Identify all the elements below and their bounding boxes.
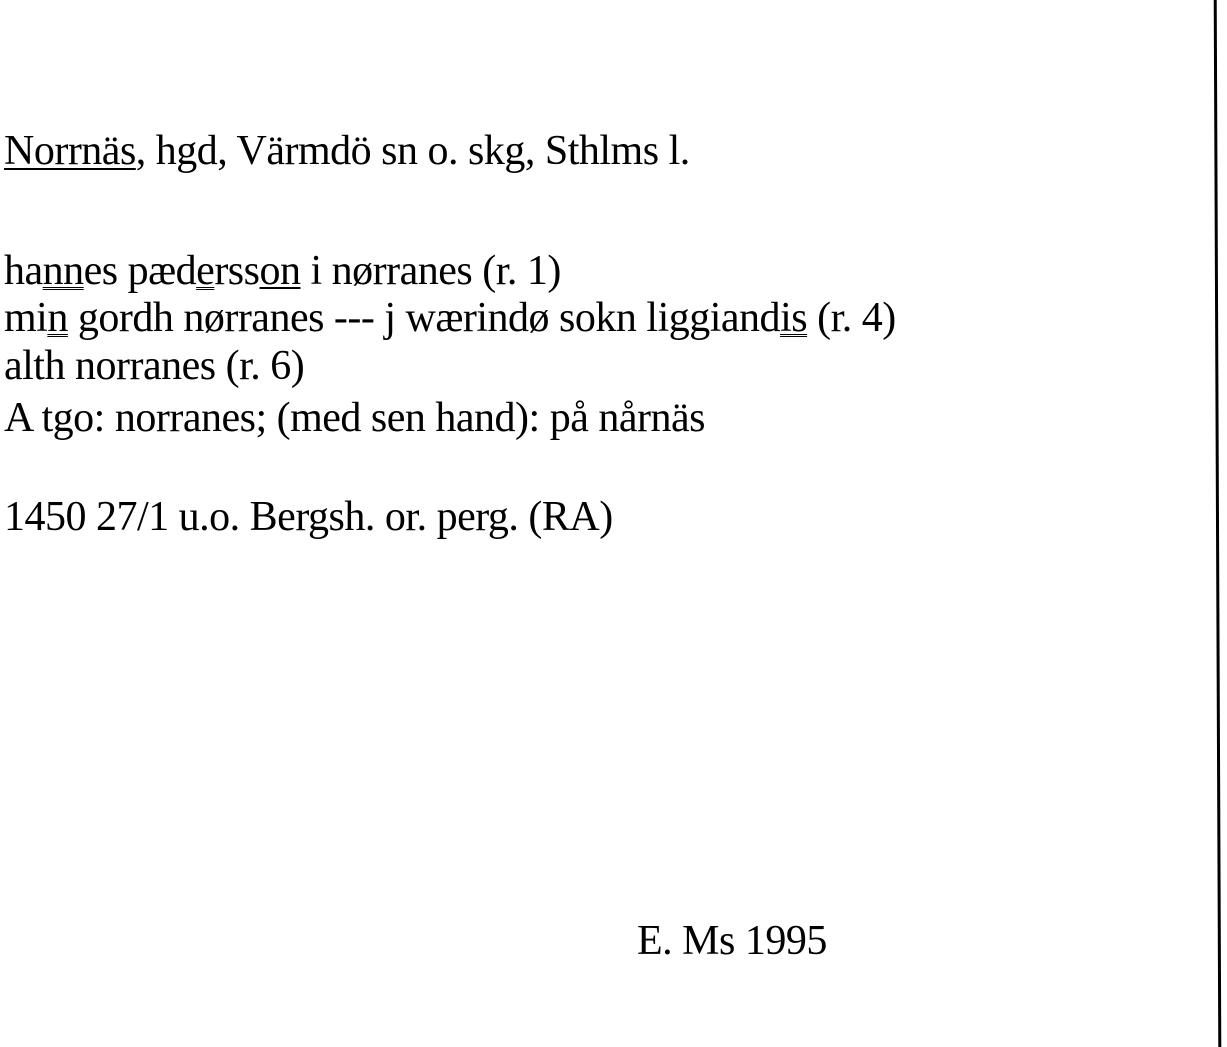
quote-text: gordh nørranes --- j wærindø sokn liggiand <box>67 295 781 341</box>
quote-text: es pæd <box>83 248 197 294</box>
place-name: Norrnäs <box>4 128 136 174</box>
quote-line: A tgo: norranes; (med sen hand): på nårnäs <box>4 395 705 441</box>
source-reference: 1450 27/1 u.o. Bergsh. or. perg. (RA) <box>4 494 613 540</box>
quote-text: ha <box>4 248 43 294</box>
abbreviation-mark: is <box>780 295 808 341</box>
headword-line <box>4 130 690 172</box>
abbreviation-mark: on <box>259 248 301 294</box>
quote-line <box>4 250 561 292</box>
quote-text: i nørranes (r. 1) <box>300 248 561 294</box>
abbreviation-mark: e <box>196 248 215 294</box>
place-description: , hgd, Värmdö sn o. skg, Sthlms l. <box>135 128 690 174</box>
quote-text: rss <box>214 248 260 294</box>
signature: E. Ms 1995 <box>637 918 827 964</box>
abbreviation-mark: nn <box>42 248 84 294</box>
quote-line: alth norranes (r. 6) <box>4 343 305 389</box>
quote-line <box>4 297 896 339</box>
quote-text: (r. 4) <box>807 295 896 341</box>
card-edge-divider <box>1214 0 1222 1047</box>
abbreviation-mark: n <box>47 295 68 341</box>
quote-text: mi <box>4 295 48 341</box>
